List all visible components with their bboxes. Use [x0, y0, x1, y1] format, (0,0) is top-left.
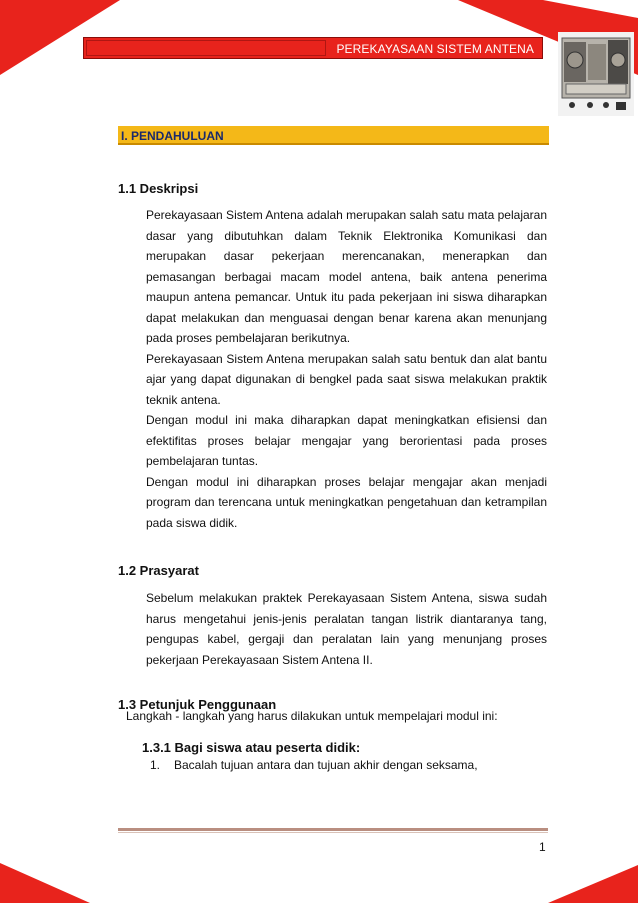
footer-divider-thin [118, 832, 548, 833]
list-item [150, 758, 478, 772]
heading-prasyarat: 1.2 Prasyarat [118, 563, 199, 578]
list-item-text: Bacalah tujuan antara dan tujuan akhir dengan seksama, [174, 758, 478, 772]
deskripsi-paragraph-2: Perekayasaan Sistem Antena merupakan salah satu bentuk dan alat bantu ajar yang dapat digunakan di bengkel pada saat siswa melakukan praktik teknik antena. [146, 351, 547, 407]
deskripsi-paragraph-1: Perekayasaan Sistem Antena adalah merupakan salah satu mata pelajaran dasar yang dibutuhkan dalam Teknik Elektronika Komunikasi dan merupakan dasar pekerjaan merencanakan, menerapkan dan pemasangan berbagai macam model antena, baik antena penerima maupun antena pemancar. Untuk itu pada pekerjaan ini siswa diharapkan dapat melakukan dan menguasai dengan benar karena akan menunjang pada proses pembelajaran berikutnya. [146, 208, 547, 345]
deskripsi-body [146, 205, 547, 533]
subheading-siswa: 1.3.1 Bagi siswa atau peserta didik: [142, 740, 361, 755]
footer-divider [118, 828, 548, 831]
header-band [83, 37, 543, 59]
heading-deskripsi: 1.1 Deskripsi [118, 181, 199, 196]
corner-decoration-bottom-right [548, 865, 638, 903]
antenna-device-image [556, 30, 636, 118]
prasyarat-paragraph: Sebelum melakukan praktek Perekayasaan Sistem Antena, siswa sudah harus mengetahui jenis-jenis peralatan tangan listrik diantaranya tang, pengupas kabel, gergaji dan peralatan lain yang menunjang proses pekerjaan Perekayasaan Sistem Antena II. [146, 591, 547, 667]
corner-decoration-top-right-cut [543, 0, 638, 18]
header-title: PEREKAYASAAN SISTEM ANTENA [336, 42, 534, 56]
header-band-frame [86, 40, 326, 56]
list-item-number: 1. [150, 758, 161, 772]
section-title: I. PENDAHULUAN [121, 129, 224, 143]
petunjuk-intro: Langkah - langkah yang harus dilakukan untuk mempelajari modul ini: [126, 709, 498, 723]
section-title-bar [118, 126, 549, 145]
deskripsi-paragraph-4: Dengan modul ini diharapkan proses belajar mengajar akan menjadi program dan terencana untuk meningkatkan pengetahuan dan ketrampilan pada siswa didik. [146, 474, 547, 530]
deskripsi-paragraph-3: Dengan modul ini maka diharapkan dapat meningkatkan efisiensi dan efektifitas proses belajar mengajar yang berorientasi pada proses pembelajaran tuntas. [146, 413, 547, 468]
heading-petunjuk: 1.3 Petunjuk Penggunaan [118, 697, 277, 712]
page-number: 1 [539, 840, 546, 854]
corner-decoration-bottom-left [0, 863, 90, 903]
prasyarat-body [146, 588, 547, 670]
